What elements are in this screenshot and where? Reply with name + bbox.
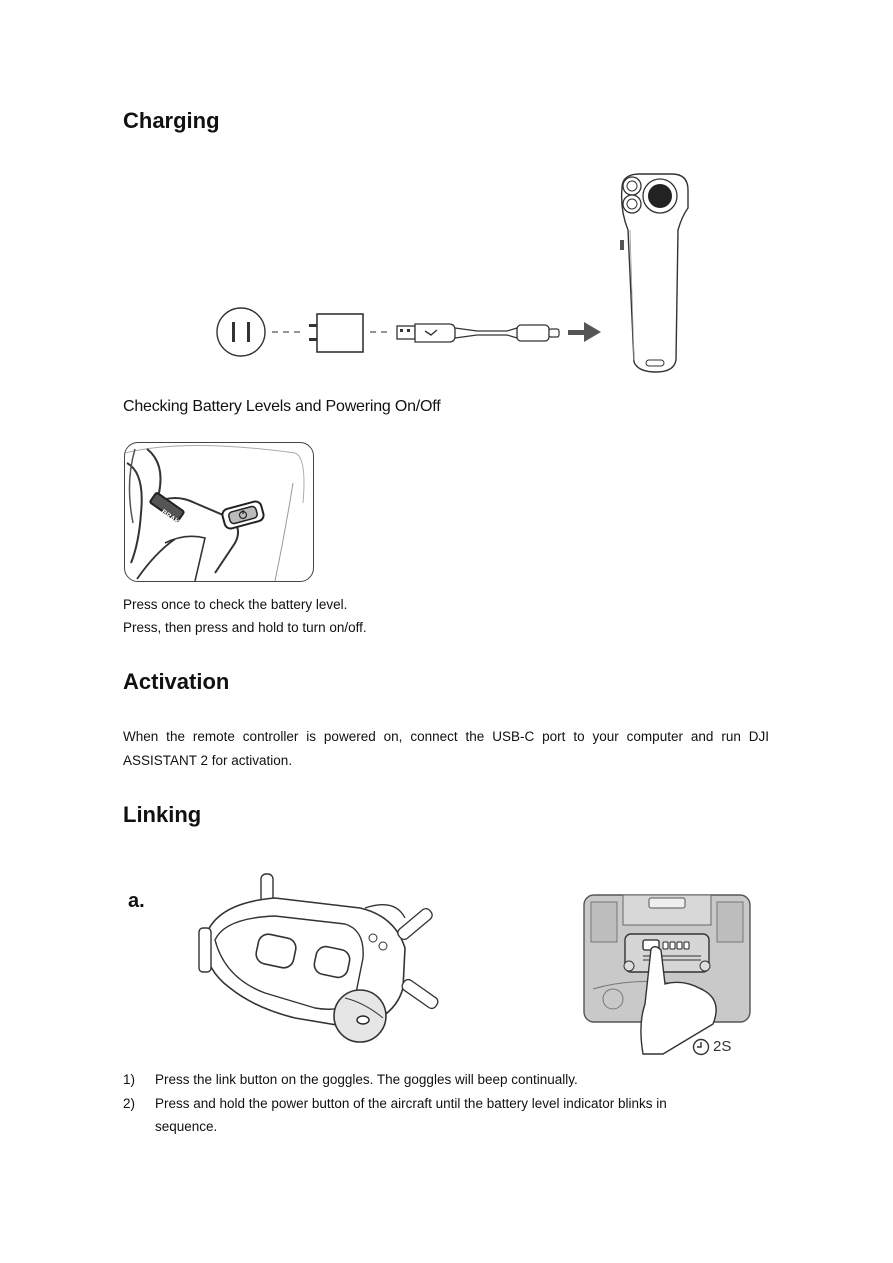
charging-illustration: [200, 165, 720, 380]
usb-cable-icon: [397, 318, 567, 348]
timer-label: 2S: [713, 1038, 732, 1055]
dashed-connector-2: [370, 331, 400, 335]
brake-label: BRAKE: [159, 508, 185, 529]
wall-plug-icon: [215, 305, 275, 365]
power-adapter-icon: [305, 310, 365, 360]
step-text: Press the link button on the goggles. The goggles will beep continually.: [155, 1072, 578, 1087]
battery-instruction-1: Press once to check the battery level.: [123, 597, 348, 612]
motion-controller-icon: [610, 170, 710, 380]
section-title-battery: Checking Battery Levels and Powering On/Off: [123, 398, 441, 415]
list-item: [123, 1092, 773, 1138]
list-item: [123, 1068, 773, 1091]
linking-steps-list: [123, 1068, 773, 1138]
clock-icon: [692, 1038, 710, 1056]
figure-label-a: a.: [128, 890, 145, 912]
arrow-right-icon: [568, 320, 608, 344]
section-title-activation: Activation: [123, 669, 230, 694]
section-title-charging: Charging: [123, 108, 220, 133]
battery-instruction-2: Press, then press and hold to turn on/off.: [123, 620, 367, 635]
controller-closeup-drawing: [125, 443, 313, 581]
activation-body-line1: When the remote controller is powered on, connect the USB-C port to your computer and run DJI: [123, 729, 769, 744]
goggles-icon: [195, 868, 455, 1048]
section-title-linking: Linking: [123, 802, 202, 827]
step-text-continued: sequence.: [155, 1119, 218, 1134]
step-text: Press and hold the power button of the aircraft until the battery level indicator blinks in: [155, 1096, 667, 1111]
aircraft-link-illustration: [583, 894, 753, 1054]
power-button-illustration: [124, 442, 314, 582]
step-number: 2): [123, 1096, 136, 1111]
step-number: 1): [123, 1072, 136, 1087]
activation-body-line2: ASSISTANT 2 for activation.: [123, 753, 293, 768]
